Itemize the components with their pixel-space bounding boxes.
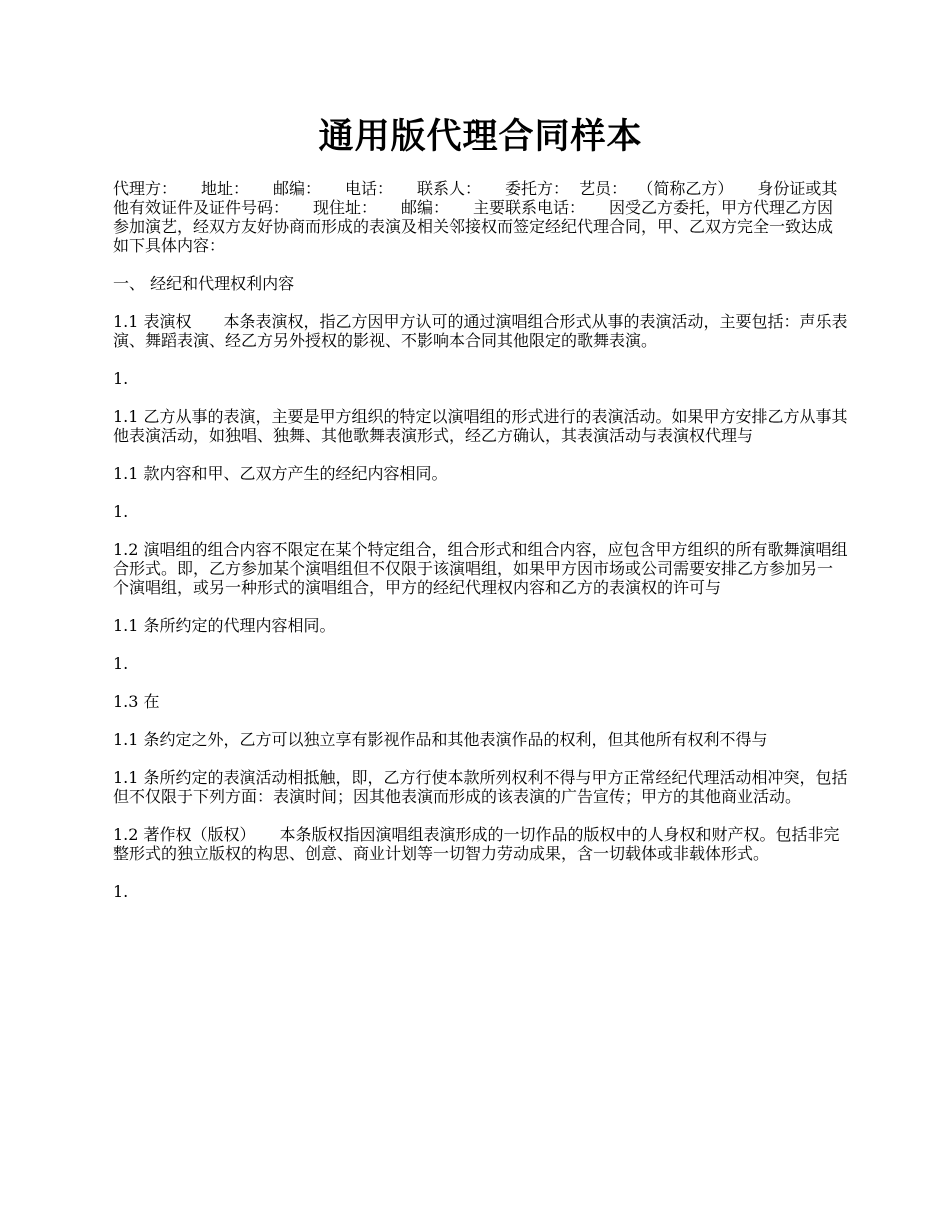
clause-paragraph: 1.1 款内容和甲、乙双方产生的经纪内容相同。 [113, 464, 448, 483]
clause-paragraph: 1.1 表演权 本条表演权，指乙方因甲方认可的通过演唱组合形式从事的表演活动，主要包括：声乐表演、舞蹈表演、经乙方另外授权的影视、不影响本合同其他限定的歌舞表演。 [113, 312, 848, 350]
document-page [113, 112, 848, 920]
clause-paragraph: 1.3 在 [113, 692, 160, 711]
clause-number: 1. [113, 502, 129, 521]
section-heading: 一、 经纪和代理权利内容 [113, 274, 295, 293]
clause-paragraph: 1.1 条约定之外，乙方可以独立享有影视作品和其他表演作品的权利，但其他所有权利不得与 [113, 730, 768, 749]
clause-paragraph: 1.1 条所约定的代理内容相同。 [113, 616, 336, 635]
clause-paragraph: 1.1 乙方从事的表演，主要是甲方组织的特定以演唱组的形式进行的表演活动。如果甲方安排乙方从事其他表演活动，如独唱、独舞、其他歌舞表演形式，经乙方确认，其表演活动与表演权代理与 [113, 407, 848, 445]
clause-paragraph: 1.1 条所约定的表演活动相抵触，即，乙方行使本款所列权利不得与甲方正常经纪代理活动相冲突，包括但不仅限于下列方面：表演时间；因其他表演而形成的该表演的广告宣传；甲方的其他商业活动。 [113, 768, 848, 806]
contract-parties-paragraph: 代理方： 地址： 邮编： 电话： 联系人： 委托方： 艺员： （简称乙方） 身份证或其他有效证件及证件号码： 现住址： 邮编： 主要联系电话： 因受乙方委托，甲方代理乙方因参加演艺，经双方友好协商而形成的表演及相关邻接权而签定经纪代理合同，甲、乙双方完全一致达成如下具体内容： [113, 179, 838, 255]
clause-number: 1. [113, 369, 129, 388]
clause-paragraph: 1.2 著作权（版权） 本条版权指因演唱组表演形成的一切作品的版权中的人身权和财产权。包括非完整形式的独立版权的构思、创意、商业计划等一切智力劳动成果，含一切载体或非载体形式。 [113, 825, 840, 863]
clause-number: 1. [113, 882, 129, 901]
clause-number: 1. [113, 654, 129, 673]
clause-paragraph: 1.2 演唱组的组合内容不限定在某个特定组合，组合形式和组合内容，应包含甲方组织的所有歌舞演唱组合形式。即，乙方参加某个演唱组但不仅限于该演唱组，如果甲方因市场或公司需要安排乙方参加另一个演唱组，或另一种形式的演唱组合，甲方的经纪代理权内容和乙方的表演权的许可与 [113, 540, 848, 597]
document-title: 通用版代理合同样本 [318, 116, 643, 157]
